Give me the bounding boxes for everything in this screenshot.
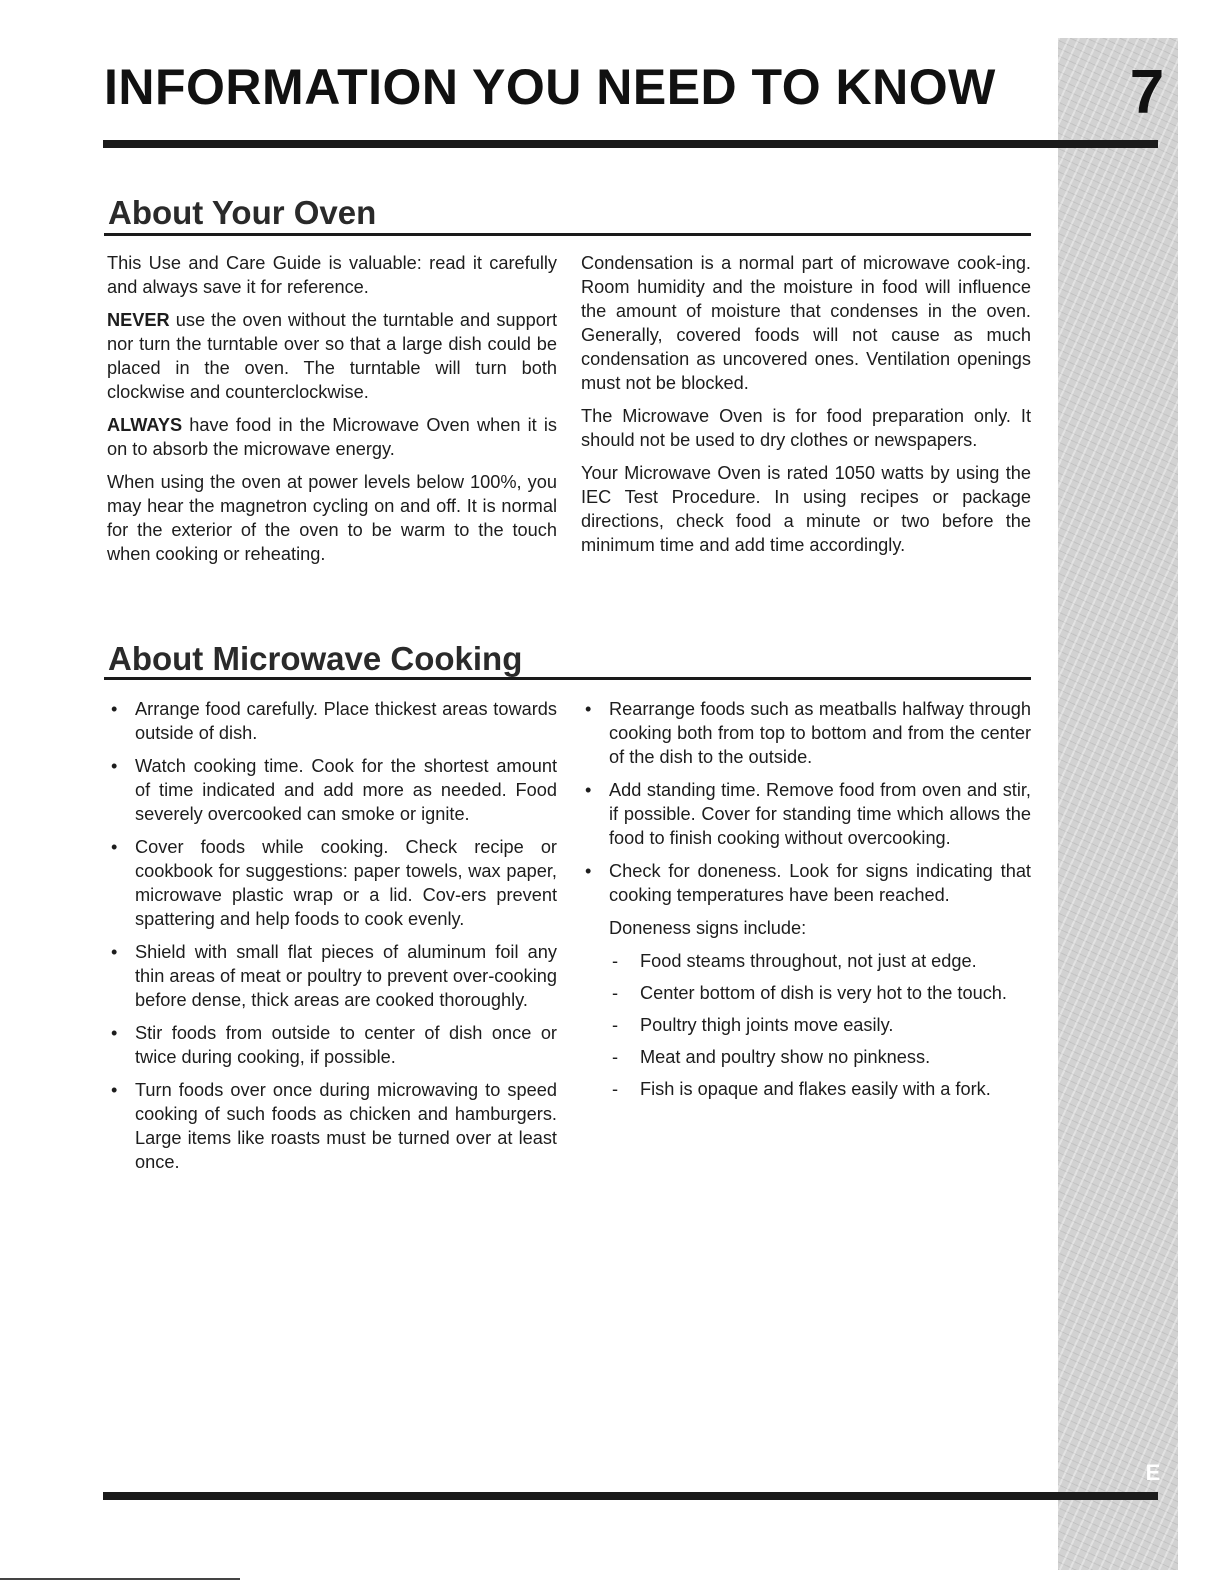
- bullet-icon: •: [111, 1080, 118, 1100]
- list-item-text: Arrange food carefully. Place thickest areas towards outside of dish.: [135, 699, 557, 743]
- about-oven-right-column: [581, 251, 1031, 566]
- bullet-icon: •: [111, 756, 118, 776]
- list-item-text: Shield with small flat pieces of aluminum foil any thin areas of meat or poultry to prevent over-cooking before dense, thick areas are cooked thoroughly.: [135, 942, 557, 1010]
- bullet-icon: •: [111, 699, 118, 719]
- emphasis-never: NEVER: [107, 310, 170, 330]
- about-oven-heading: About Your Oven: [108, 194, 377, 231]
- list-item-text: Turn foods over once during microwaving to speed cooking of such foods as chicken and hamburgers. Large items like roasts must be turned over at least once.: [135, 1080, 557, 1172]
- dash-icon: -: [612, 1047, 619, 1067]
- about-cooking-rule: [104, 677, 1031, 680]
- paragraph: Condensation is a normal part of microwave cook-ing. Room humidity and the moisture in food will influence the amount of moisture that condenses in the oven. Generally, covered foods will not cause as much condensation as uncovered ones. Ventilation openings must not be blocked.: [581, 253, 1031, 393]
- bullet-icon: •: [585, 780, 592, 800]
- list-item: [581, 697, 1031, 769]
- about-oven-rule: [104, 233, 1031, 236]
- doneness-item-text: Poultry thigh joints move easily.: [640, 1015, 894, 1035]
- section-side-tab: [1058, 38, 1178, 1570]
- doneness-item: [609, 949, 1031, 973]
- list-item-text: Check for doneness. Look for signs indicating that cooking temperatures have been reached.: [609, 861, 1031, 905]
- paragraph: Your Microwave Oven is rated 1050 watts by using the IEC Test Procedure. In using recipes or package directions, check food a minute or two before the minimum time and add time accordingly.: [581, 463, 1031, 555]
- paragraph: When using the oven at power levels below 100%, you may hear the magnetron cycling on and off. It is normal for the exterior of the oven to be warm to the touch when cooking or reheating.: [107, 472, 557, 564]
- doneness-intro: Doneness signs include:: [609, 918, 807, 938]
- doneness-item-text: Food steams throughout, not just at edge.: [640, 951, 977, 971]
- doneness-list: [581, 949, 1031, 1101]
- list-item-text: Stir foods from outside to center of dish once or twice during cooking, if possible.: [135, 1023, 557, 1067]
- tips-list: [107, 697, 557, 1174]
- page-number: 7: [1129, 58, 1165, 127]
- list-item-text: Rearrange foods such as meatballs halfway through cooking both from top to bottom and from the center of the dish to the outside.: [609, 699, 1031, 767]
- list-item: [581, 778, 1031, 850]
- tips-list: [581, 697, 1031, 907]
- doneness-item-text: Meat and poultry show no pinkness.: [640, 1047, 931, 1067]
- dash-icon: -: [612, 951, 619, 971]
- about-oven-left-column: [107, 251, 557, 575]
- list-item: [107, 1021, 557, 1069]
- emphasis-always: ALWAYS: [107, 415, 183, 435]
- doneness-item: [609, 981, 1031, 1005]
- list-item: [581, 859, 1031, 907]
- paragraph: [107, 308, 557, 404]
- list-item-text: Add standing time. Remove food from oven and stir, if possible. Cover for standing time which allows the food to finish cooking without overcooking.: [609, 780, 1031, 848]
- list-item: [107, 1078, 557, 1174]
- doneness-item-text: Center bottom of dish is very hot to the touch.: [640, 983, 1007, 1003]
- doneness-item-text: Fish is opaque and flakes easily with a fork.: [640, 1079, 991, 1099]
- title-rule: [103, 140, 1158, 148]
- bullet-icon: •: [111, 1023, 118, 1043]
- scan-edge-mark: [0, 1578, 240, 1580]
- about-cooking-left-column: [107, 697, 557, 1183]
- bullet-icon: •: [111, 837, 118, 857]
- footer-rule: [103, 1492, 1158, 1500]
- paragraph: This Use and Care Guide is valuable: read it carefully and always save it for reference.: [107, 253, 557, 297]
- language-tab-letter: E: [1145, 1460, 1161, 1485]
- list-item-text: Watch cooking time. Cook for the shortest amount of time indicated and add more as needed. Food severely overcooked can smoke or ignite.: [135, 756, 557, 824]
- paragraph-text: have food in the Microwave Oven when it is on to absorb the microwave energy.: [107, 415, 557, 459]
- list-item: [107, 697, 557, 745]
- dash-icon: -: [612, 1015, 619, 1035]
- list-item: [107, 940, 557, 1012]
- list-item: [107, 835, 557, 931]
- dash-icon: -: [612, 983, 619, 1003]
- doneness-item: [609, 1013, 1031, 1037]
- paragraph: [107, 413, 557, 461]
- about-cooking-heading: About Microwave Cooking: [108, 640, 523, 677]
- dash-icon: -: [612, 1079, 619, 1099]
- list-item-text: Cover foods while cooking. Check recipe or cookbook for suggestions: paper towels, wax paper, microwave plastic wrap or a lid. Cov-ers prevent spattering and help foods to cook evenly.: [135, 837, 557, 929]
- bullet-icon: •: [585, 861, 592, 881]
- list-item: [107, 754, 557, 826]
- doneness-item: [609, 1077, 1031, 1101]
- about-cooking-right-column: [581, 697, 1031, 1109]
- bullet-icon: •: [585, 699, 592, 719]
- bullet-icon: •: [111, 942, 118, 962]
- doneness-item: [609, 1045, 1031, 1069]
- paragraph-text: use the oven without the turntable and support nor turn the turntable over so that a large dish could be placed in the oven. The turntable will turn both clockwise and counterclockwise.: [107, 310, 557, 402]
- page-title: INFORMATION YOU NEED TO KNOW: [104, 59, 996, 115]
- paragraph: The Microwave Oven is for food preparation only. It should not be used to dry clothes or newspapers.: [581, 406, 1031, 450]
